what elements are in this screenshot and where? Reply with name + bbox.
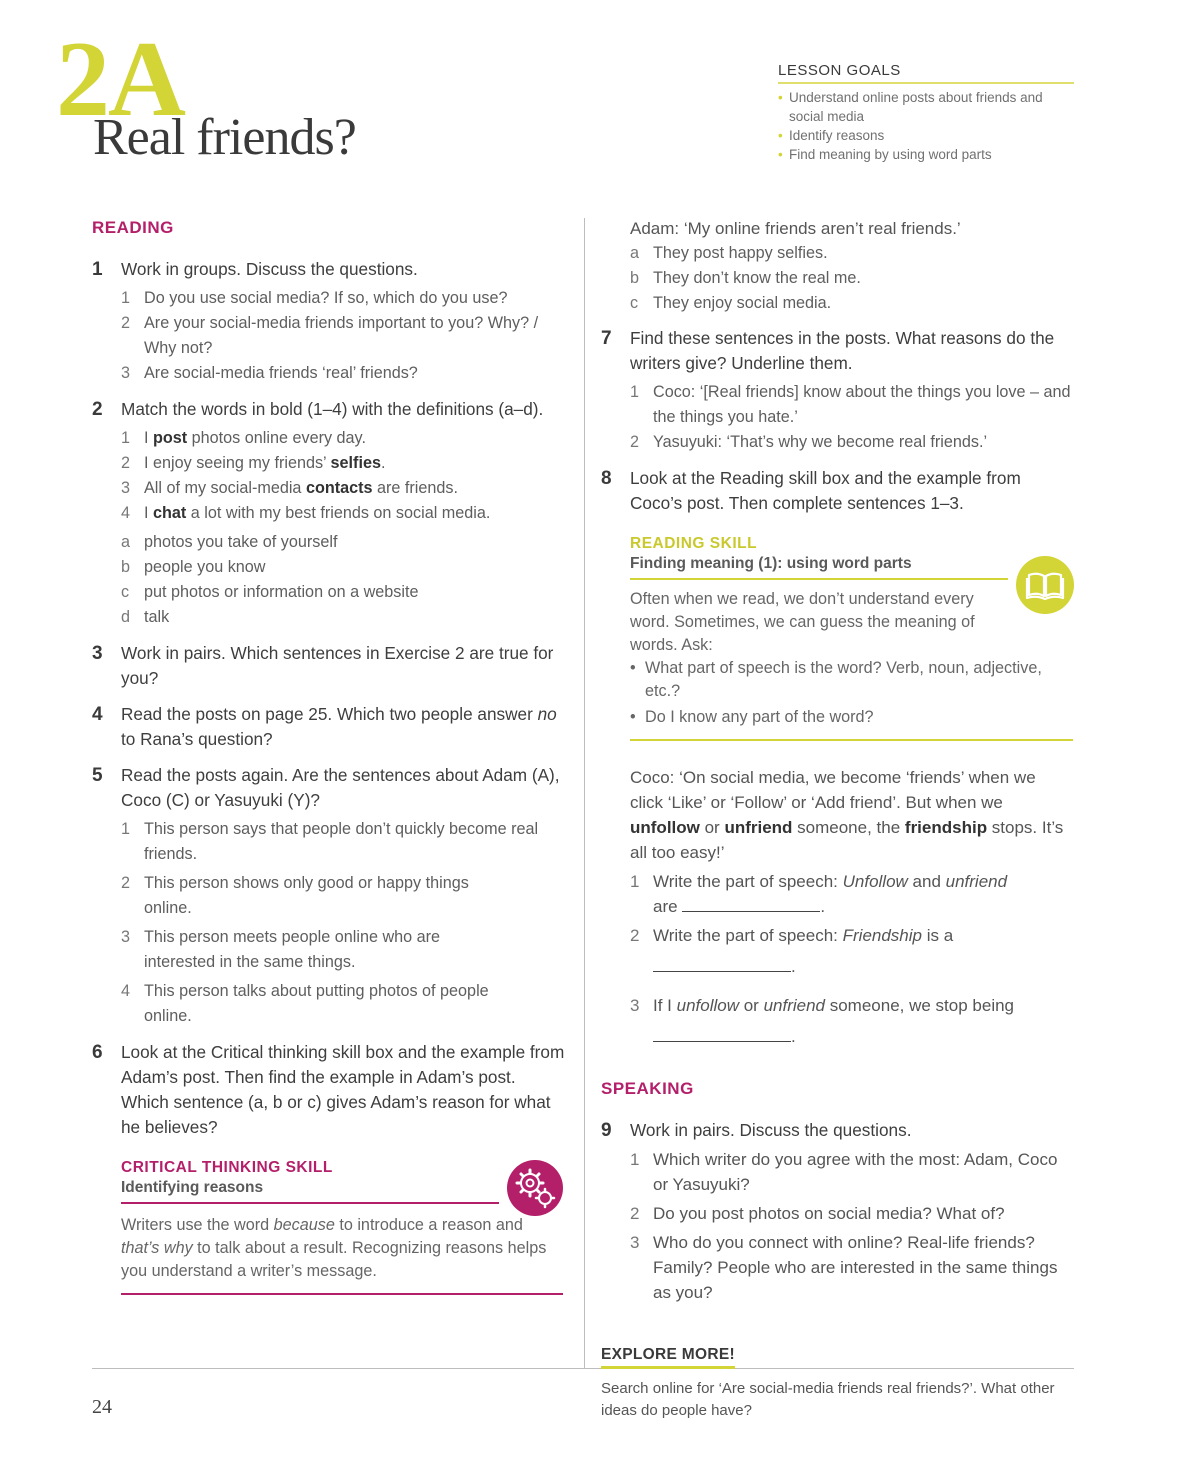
reading-skill-body: Often when we read, we don’t understand every word. Sometimes, we can guess the meaning of words. Ask: • What part of speech is the word? Verb, noun, adjective, etc.? • Do I know any part of the word? [630,580,1073,741]
option-item: a They post happy selfies. [630,244,828,262]
sentence-item: 2 This person shows only good or happy things online. [121,874,469,917]
reading-skill-box [630,534,1076,741]
speaking-heading: SPEAKING [601,1079,694,1098]
exercise-number: 4 [92,704,103,725]
question-item: 3 Are social-media friends ‘real’ friends? [121,364,418,382]
exercise-number: 3 [92,643,103,664]
answer-blank[interactable] [682,897,820,912]
definition-item: c put photos or information on a website [121,583,419,601]
exercise-instruction: Work in pairs. Which sentences in Exercise 2 are true for you? [121,643,554,688]
question-item: 1 Do you use social media? If so, which do you use? [121,289,508,307]
lesson-goals [778,62,1074,164]
sentence-item: 3 All of my social-media contacts are friends. [121,479,458,497]
option-item: c They enjoy social media. [630,294,832,312]
exercise-instruction: Match the words in bold (1–4) with the definitions (a–d). [121,399,544,419]
question-item: 2 Do you post photos on social media? What of? [630,1204,1005,1223]
critical-thinking-box [121,1158,567,1295]
definition-item: a photos you take of yourself [121,533,338,551]
reading-heading: READING [92,218,174,237]
left-column [92,216,567,1295]
answer-blank[interactable] [653,1027,791,1042]
exercise-instruction: Find these sentences in the posts. What reasons do the writers give? Underline them. [630,328,1055,373]
gears-icon [507,1160,563,1216]
reading-skill-title: READING SKILL [630,535,758,552]
exercise-7 [601,326,1076,455]
exercise-instruction: Work in pairs. Discuss the questions. [630,1120,912,1140]
definition-item: d talk [121,608,170,626]
critical-thinking-subtitle: Identifying reasons [121,1177,499,1204]
exercise-instruction: Read the posts again. Are the sentences about Adam (A), Coco (C) or Yasuyuki (Y)? [121,765,560,810]
explore-more-title: EXPLORE MORE! [601,1346,735,1369]
exercise-number: 6 [92,1042,103,1063]
exercise-instruction: Look at the Critical thinking skill box and the example from Adam’s post. Then find the example in Adam’s post. Which sentence (a, b or c) gives Adam’s reason for what he believes? [121,1042,565,1137]
critical-thinking-title: CRITICAL THINKING SKILL [121,1159,333,1176]
exercise-number: 5 [92,765,103,786]
question-item: 2 Are your social-media friends important to you? Why? / Why not? [121,314,539,357]
coco-quote: Coco: ‘On social media, we become ‘friends’ when we click ‘Like’ or ‘Follow’ or ‘Add friend’. But when we unfollow or unfriend someone, the friendship stops. It’s all too easy!’ [630,768,1064,862]
exercise-1 [92,257,567,386]
exercise-8 [601,466,1076,516]
lesson-goals-list [778,88,1074,164]
right-column [601,216,1076,1305]
completion-item: 1 Write the part of speech: Unfollow and unfriend are . [630,872,1008,916]
lesson-goal: • Understand online posts about friends and social media [778,88,1074,126]
completion-item: 2 Write the part of speech: Friendship is a . [630,926,954,976]
sentence-item: 4 I chat a lot with my best friends on social media. [121,504,491,522]
column-divider [584,218,585,1368]
reading-skill-subtitle: Finding meaning (1): using word parts [630,553,1008,580]
completion-item: 3 If I unfollow or unfriend someone, we stop being . [630,996,1015,1046]
question-item: 1 Which writer do you agree with the most: Adam, Coco or Yasuyuki? [630,1150,1058,1194]
sentence-item: 4 This person talks about putting photos of people online. [121,982,489,1025]
answer-blank[interactable] [653,957,791,972]
exercise-instruction: Read the posts on page 25. Which two people answer no to Rana’s question? [121,704,557,749]
exercise-2 [92,397,567,630]
page-title: Real friends? [93,109,356,166]
question-item: 3 Who do you connect with online? Real-life friends? Family? People who are interested in the same things as you? [630,1233,1058,1302]
sentence-item: 2 Yasuyuki: ‘That’s why we become real friends.’ [630,433,988,451]
adam-quote: Adam: ‘My online friends aren’t real friends.’ [630,219,961,238]
lesson-goal: • Identify reasons [778,126,1074,145]
exercise-number: 9 [601,1120,612,1141]
page-number: 24 [92,1396,112,1418]
sentence-item: 1 This person says that people don’t quickly become real friends. [121,820,539,863]
explore-more-body: Search online for ‘Are social-media friends real friends?’. What other ideas do people have? [601,1380,1055,1419]
unit-number: 2A [56,20,184,139]
lesson-goal: • Find meaning by using word parts [778,145,1074,164]
option-item: b They don’t know the real me. [630,269,861,287]
definition-item: b people you know [121,558,266,576]
exercise-instruction: Work in groups. Discuss the questions. [121,259,418,279]
sentence-item: 2 I enjoy seeing my friends’ selfies. [121,454,386,472]
book-icon [1016,556,1074,614]
sentence-item: 1 Coco: ‘[Real friends] know about the things you love – and the things you hate.’ [630,383,1071,426]
sentence-item: 1 I post photos online every day. [121,429,366,447]
exercise-number: 1 [92,259,103,280]
exercise-3 [92,641,567,691]
critical-thinking-body: Writers use the word because to introduce a reason and that’s why to talk about a result. Recognizing reasons helps you understand a writer’s message. [121,1204,563,1295]
exercise-5 [92,763,567,1029]
exercise-instruction: Look at the Reading skill box and the example from Coco’s post. Then complete sentences 1–3. [630,468,1021,513]
lesson-goals-title: LESSON GOALS [778,62,1074,84]
exercise-4 [92,702,567,752]
exercise-9 [601,1118,1076,1305]
footer-rule [92,1368,1074,1369]
exercise-number: 2 [92,399,103,420]
sentence-item: 3 This person meets people online who are interested in the same things. [121,928,441,971]
exercise-6 [92,1040,567,1140]
exercise-number: 8 [601,468,612,489]
exercise-number: 7 [601,328,612,349]
